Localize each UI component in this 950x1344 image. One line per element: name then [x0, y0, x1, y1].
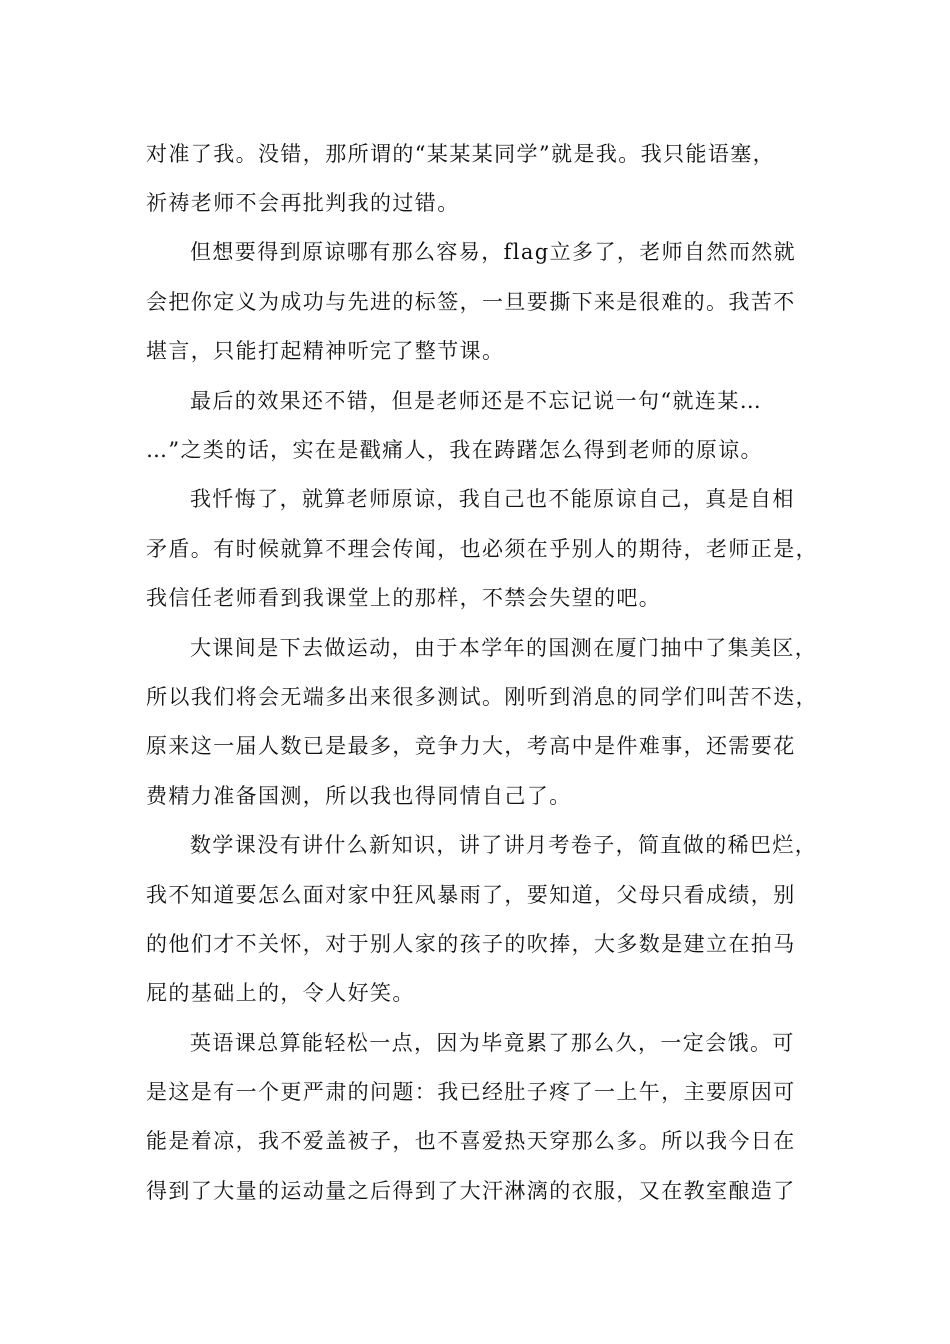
paragraph-start-line: 大课间是下去做运动，由于本学年的国测在厦门抽中了集美区， — [190, 636, 818, 660]
text-line: 我信任老师看到我课堂上的那样，不禁会失望的吧。 — [146, 586, 662, 610]
paragraph-start-line: 数学课没有讲什么新知识，讲了讲月考卷子，简直做的稀巴烂， — [190, 833, 818, 857]
text-line: 费精力准备国测，所以我也得同情自己了。 — [146, 784, 572, 808]
text-line: 能是着凉，我不爱盖被子，也不喜爱热天穿那么多。所以我今日在 — [146, 1129, 796, 1153]
text-line: 对准了我。没错，那所谓的“某某某同学”就是我。我只能语塞， — [146, 142, 776, 166]
text-line: 的他们才不关怀，对于别人家的孩子的吹捧，大多数是建立在拍马 — [146, 932, 796, 956]
text-line: 所以我们将会无端多出来很多测试。刚听到消息的同学们叫苦不迭， — [146, 685, 818, 709]
text-line: 祈祷老师不会再批判我的过错。 — [146, 191, 460, 215]
text-line: 得到了大量的运动量之后得到了大汗淋漓的衣服，又在教室酿造了 — [146, 1179, 796, 1203]
text-line: 我不知道要怎么面对家中狂风暴雨了，要知道，父母只看成绩，别 — [146, 883, 796, 907]
text-line: 堪言，只能打起精神听完了整节课。 — [146, 339, 505, 363]
text-line: …”之类的话，实在是戳痛人，我在踌躇怎么得到老师的原谅。 — [146, 438, 763, 462]
text-line: 矛盾。有时候就算不理会传闻，也必须在乎别人的期待，老师正是， — [146, 537, 818, 561]
text-line: 会把你定义为成功与先进的标签，一旦要撕下来是很难的。我苦不 — [146, 290, 796, 314]
paragraph-start-line: 英语课总算能轻松一点，因为毕竟累了那么久，一定会饿。可 — [190, 1031, 795, 1055]
paragraph-start-line: 但想要得到原谅哪有那么容易，flag立多了，老师自然而然就 — [190, 240, 797, 264]
paragraph-start-line: 我忏悔了，就算老师原谅，我自己也不能原谅自己，真是自相 — [190, 487, 795, 511]
paragraph-start-line: 最后的效果还不错，但是老师还是不忘记说一句“就连某… — [190, 389, 763, 413]
text-line: 原来这一届人数已是最多，竞争力大，考高中是件难事，还需要花 — [146, 734, 796, 758]
text-line: 屁的基础上的，令人好笑。 — [146, 981, 415, 1005]
text-line: 是这是有一个更严肃的问题：我已经肚子疼了一上午，主要原因可 — [146, 1080, 796, 1104]
